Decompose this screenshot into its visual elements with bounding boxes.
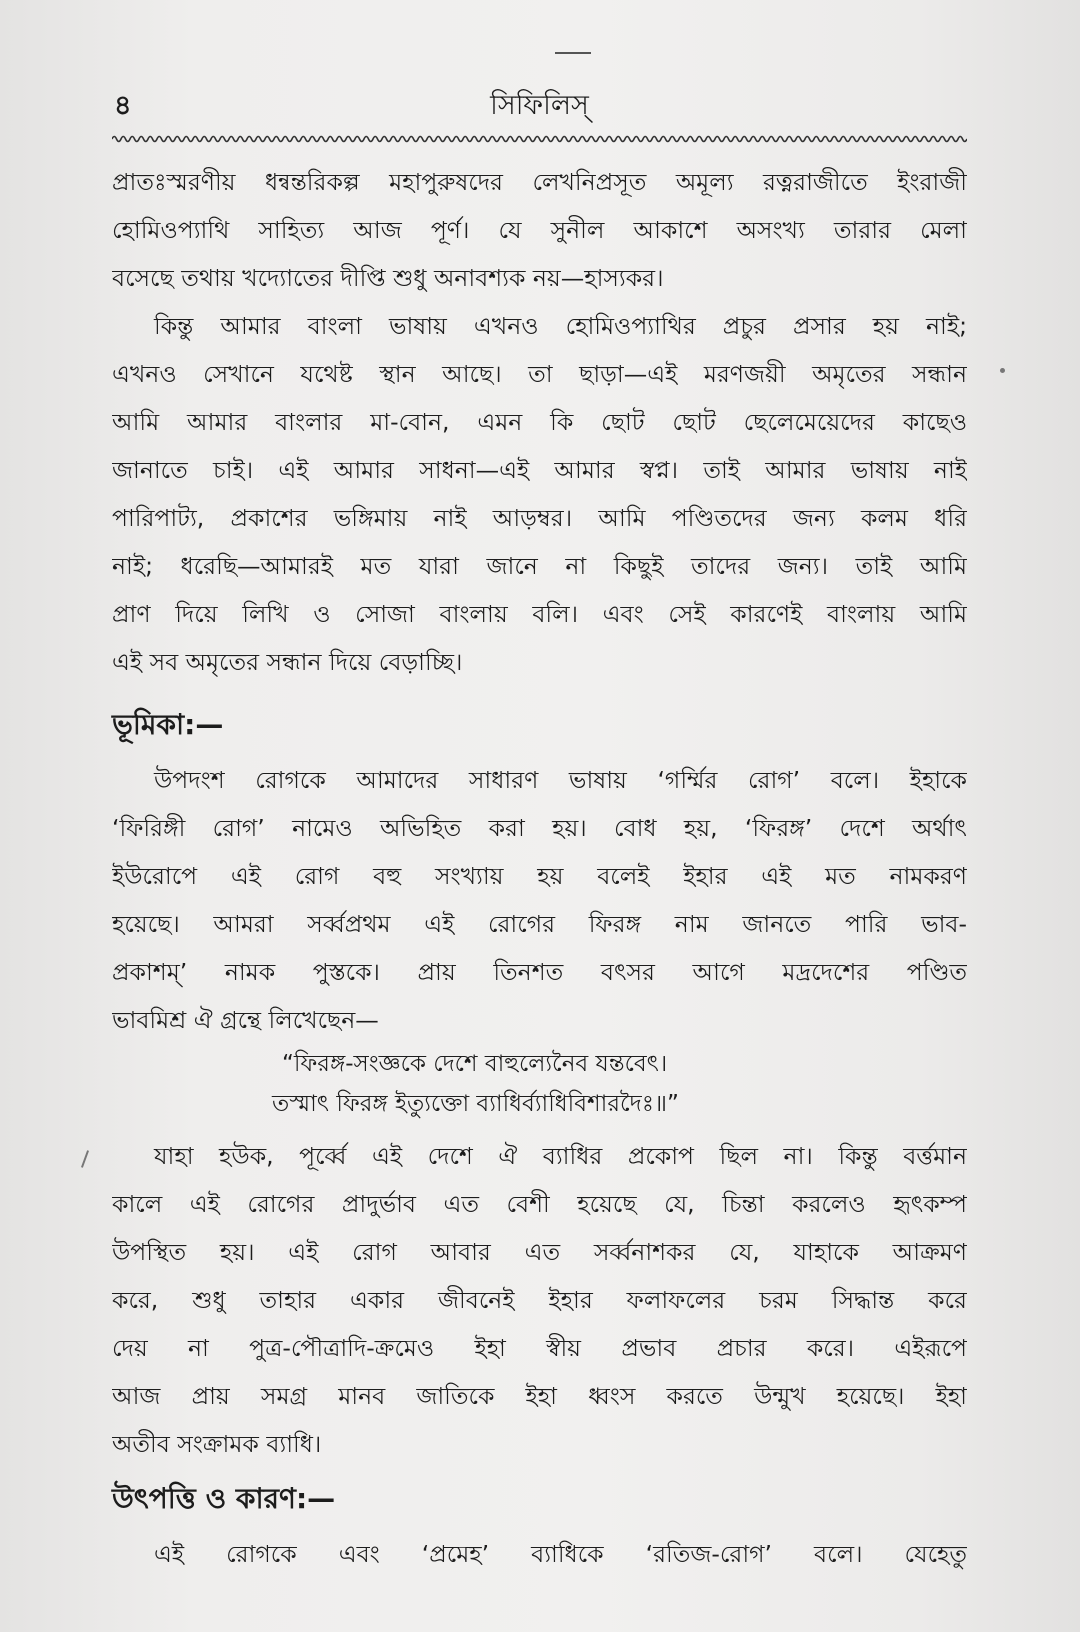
text-line: কালে এই রোগের প্রাদুর্ভাব এত বেশী হয়েছে যে, চিন্তা করলেও হৃৎকম্প <box>112 1190 967 1218</box>
text-line: ‘ফিরিঙ্গী রোগ’ নামেও অভিহিত করা হয়। বোধ হয়, ‘ফিরঙ্গ’ দেশে অর্থাৎ <box>112 814 967 842</box>
page-body <box>112 158 967 1578</box>
paragraph-5 <box>112 1530 967 1578</box>
page-number: ৪ <box>114 90 132 121</box>
verse-line: “ফিরঙ্গ-সংজ্ঞকে দেশে বাহুল্যেনৈব যন্তবেৎ। <box>282 1051 668 1077</box>
paragraph-2 <box>112 302 967 686</box>
text-line: নাই; ধরেছি—আমারই মত যারা জানে না কিছুই তাদের জন্য। তাই আমি <box>112 552 967 580</box>
text-line: পারিপাট্য, প্রকাশের ভঙ্গিমায় নাই আড়ম্বর। আমি পণ্ডিতদের জন্য কলম ধরি <box>112 504 967 532</box>
text-line: ভাবমিশ্র ঐ গ্রন্থে লিখেছেন— <box>112 1006 379 1034</box>
section-heading-introduction: ভূমিকা:— <box>112 708 224 741</box>
text-line: প্রাতঃস্মরণীয় ধন্বন্তরিকল্প মহাপুরুষদের লেখনিপ্রসূত অমূল্য রত্নরাজীতে ইংরাজী <box>112 168 967 196</box>
print-mark <box>555 52 591 54</box>
paragraph-1 <box>112 158 967 302</box>
text-line: হোমিওপ্যাথি সাহিত্য আজ পূর্ণ। যে সুনীল আকাশে অসংখ্য তারার মেলা <box>112 216 967 244</box>
paragraph-3 <box>112 756 967 1044</box>
text-line: কিন্তু আমার বাংলা ভাষায় এখনও হোমিওপ্যাথির প্রচুর প্রসার হয় নাই; <box>154 312 967 340</box>
text-line: এই সব অমৃতের সন্ধান দিয়ে বেড়াচ্ছি। <box>112 648 463 676</box>
text-line: করে, শুধু তাহার একার জীবনেই ইহার ফলাফলের চরম সিদ্ধান্ত করে <box>112 1286 967 1314</box>
margin-mark <box>81 1150 89 1168</box>
text-line: ইউরোপে এই রোগ বহু সংখ্যায় হয় বলেই ইহার এই মত নামকরণ <box>112 862 967 890</box>
text-line: উপস্থিত হয়। এই রোগ আবার এত সর্ব্বনাশকর যে, যাহাকে আক্রমণ <box>112 1238 967 1266</box>
running-title: সিফিলিস্ <box>490 90 589 121</box>
sanskrit-verse <box>112 1044 967 1124</box>
page-header <box>112 88 967 128</box>
text-line: আজ প্রায় সমগ্র মানব জাতিকে ইহা ধ্বংস করতে উন্মুখ হয়েছে। ইহা <box>112 1382 967 1410</box>
text-line: বসেছে তথায় খদ্যোতের দীপ্তি শুধু অনাবশ্যক নয়—হাস্যকর। <box>112 264 664 292</box>
text-line: এখনও সেখানে যথেষ্ট স্থান আছে। তা ছাড়া—এই মরণজয়ী অমৃতের সন্ধান <box>112 360 967 388</box>
paragraph-4 <box>112 1132 967 1468</box>
text-line: যাহা হউক, পূর্ব্বে এই দেশে ঐ ব্যাধির প্রকোপ ছিল না। কিন্তু বর্ত্তমান <box>154 1142 967 1170</box>
verse-line: তস্মাৎ ফিরঙ্গ ইত্যুক্তো ব্যাধির্ব্যাধিবিশারদৈঃ॥” <box>272 1091 679 1117</box>
text-line: অতীব সংক্রামক ব্যাধি। <box>112 1430 322 1458</box>
text-line: দেয় না পুত্র-পৌত্রাদি-ক্রমেও ইহা স্বীয় প্রভাব প্রচার করে। এইরূপে <box>112 1334 967 1362</box>
text-line: উপদংশ রোগকে আমাদের সাধারণ ভাষায় ‘গর্ম্মির রোগ’ বলে। ইহাকে <box>154 766 967 794</box>
text-line: প্রকাশম্’ নামক পুস্তকে। প্রায় তিনশত বৎসর আগে মদ্রদেশের পণ্ডিত <box>112 958 967 986</box>
wavy-rule-divider <box>112 132 967 146</box>
text-line: আমি আমার বাংলার মা-বোন, এমন কি ছোট ছোট ছেলেমেয়েদের কাছেও <box>112 408 967 436</box>
margin-speck <box>1000 368 1005 373</box>
section-heading-origin-and-cause: উৎপত্তি ও কারণ:— <box>112 1482 336 1515</box>
text-line: প্রাণ দিয়ে লিখি ও সোজা বাংলায় বলি। এবং সেই কারণেই বাংলায় আমি <box>112 600 967 628</box>
text-line: জানাতে চাই। এই আমার সাধনা—এই আমার স্বপ্ন। তাই আমার ভাষায় নাই <box>112 456 967 484</box>
text-line: এই রোগকে এবং ‘প্রমেহ’ ব্যাধিকে ‘রতিজ-রোগ’ বলে। যেহেতু <box>154 1540 967 1568</box>
text-line: হয়েছে। আমরা সর্ব্বপ্রথম এই রোগের ফিরঙ্গ নাম জানতে পারি ভাব- <box>112 910 967 938</box>
